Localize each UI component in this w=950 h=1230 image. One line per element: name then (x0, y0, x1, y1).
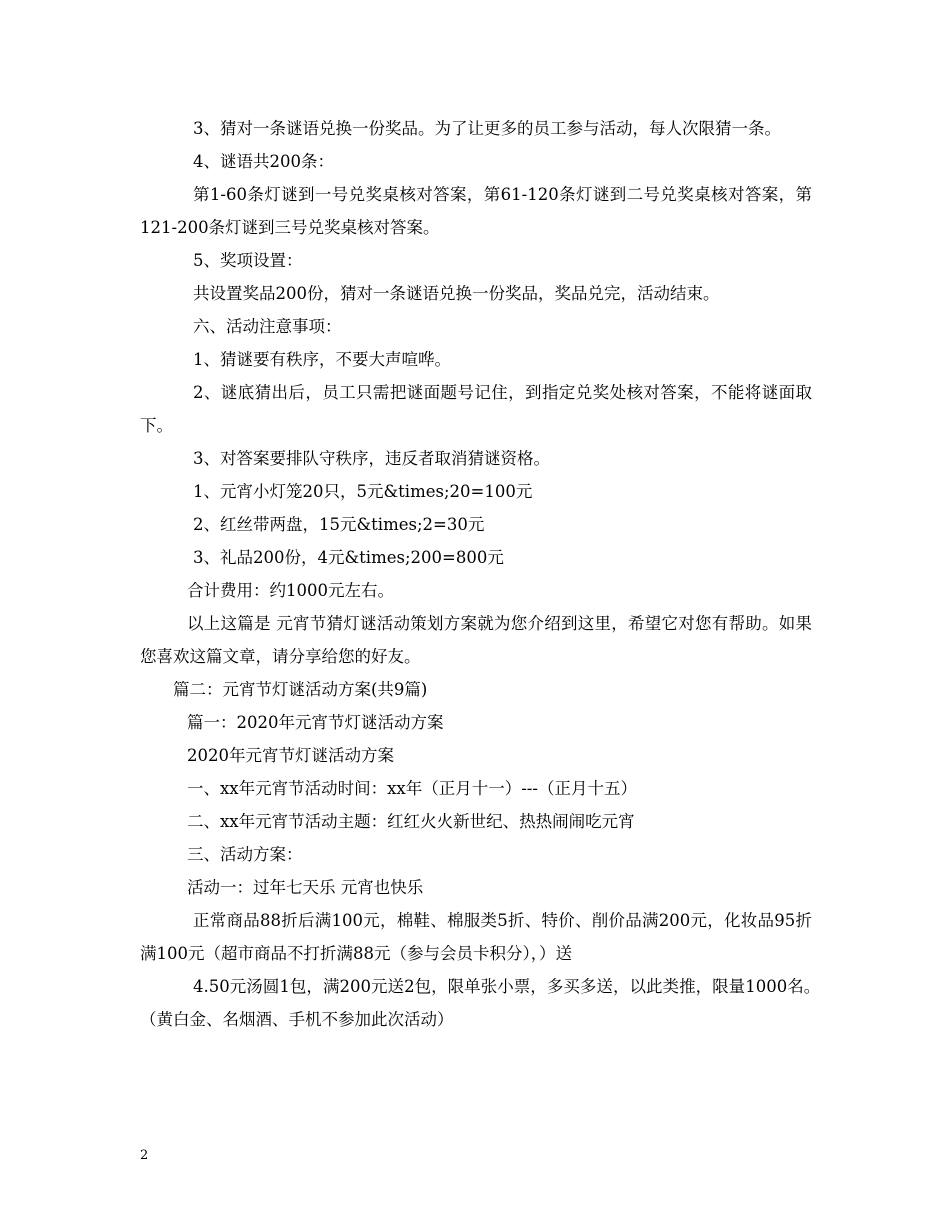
document-body (140, 112, 829, 1036)
cost-item: 2、红丝带两盘，15元&times;2=30元 (193, 515, 485, 534)
page-number: 2 (140, 1148, 149, 1163)
document-title: 2020年元宵节灯谜活动方案 (187, 746, 394, 765)
paragraph: 正常商品88折后满100元，棉鞋、棉服类5折、特价、削价品满200元，化妆品95折满100元（超市商品不打折满88元（参与会员卡积分），）送 (140, 911, 812, 963)
section-heading: 六、活动注意事项： (193, 317, 342, 336)
closing-paragraph: 以上这篇是 元宵节猜灯谜活动策划方案就为您介绍到这里，希望它对您有帮助。如果您喜欢这篇文章，请分享给您的好友。 (140, 614, 812, 666)
cost-item: 1、元宵小灯笼20只，5元&times;20=100元 (193, 482, 533, 501)
paragraph: 4.50元汤圆1包，满200元送2包，限单张小票，多买多送，以此类推，限量1000名。 （黄白金、名烟酒、手机不参加此次活动） (140, 977, 829, 1029)
paragraph: 4、谜语共200条： (193, 152, 334, 171)
paragraph: 二、xx年元宵节活动主题：红红火火新世纪、热热闹闹吃元宵 (187, 812, 635, 831)
paragraph: 5、奖项设置： (193, 251, 303, 270)
paragraph: 一、xx年元宵节活动时间：xx年（正月十一）---（正月十五） (187, 779, 637, 798)
paragraph: 3、对答案要排队守秩序，违反者取消猜谜资格。 (193, 449, 550, 468)
paragraph: 第1-60条灯谜到一号兑奖桌核对答案，第61-120条灯谜到二号兑奖桌核对答案，第121-200条灯谜到三号兑奖桌核对答案。 (140, 185, 812, 237)
paragraph: 3、猜对一条谜语兑换一份奖品。为了让更多的员工参与活动，每人次限猜一条。 (193, 119, 781, 138)
paragraph: 1、猜谜要有秩序，不要大声喧哗。 (193, 350, 451, 369)
section-heading: 三、活动方案： (187, 845, 303, 864)
paragraph: 2、谜底猜出后，员工只需把谜面题号记住，到指定兑奖处核对答案，不能将谜面取下。 (140, 383, 812, 435)
activity-heading: 活动一：过年七天乐 元宵也快乐 (187, 878, 424, 897)
section-heading: 篇一：2020年元宵节灯谜活动方案 (187, 713, 444, 732)
section-heading: 篇二：元宵节灯谜活动方案(共9篇) (173, 680, 428, 699)
cost-item: 3、礼品200份，4元&times;200=800元 (193, 548, 504, 567)
paragraph: 共设置奖品200份，猜对一条谜语兑换一份奖品，奖品兑完，活动结束。 (193, 284, 720, 303)
cost-total: 合计费用：约1000元左右。 (187, 581, 394, 600)
